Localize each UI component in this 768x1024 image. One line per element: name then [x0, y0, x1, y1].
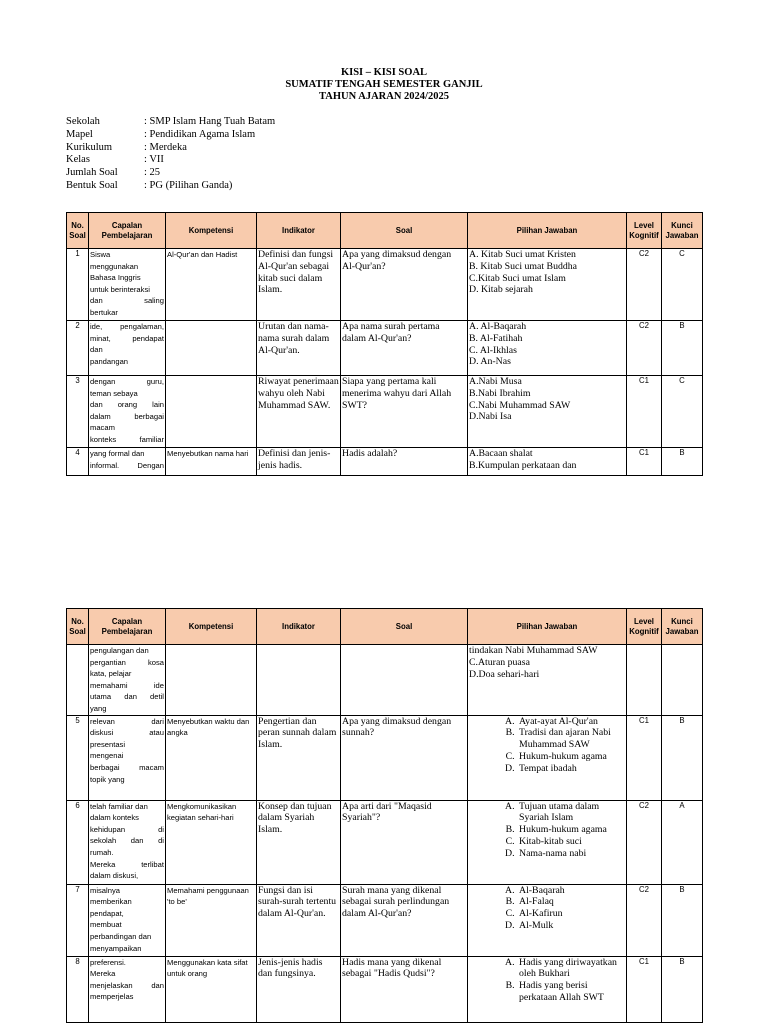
table-row: [67, 448, 703, 476]
soal-cell: Apa yang dimaksud dengan sunnah?: [341, 715, 468, 800]
col-capaian: Capalan Pembelajaran: [89, 213, 166, 249]
pilihan-cell: [468, 800, 627, 884]
table-row: [67, 321, 703, 376]
col-kunci-jawaban: Kunci Jawaban: [662, 609, 703, 645]
col-no-soal: No. Soal: [67, 213, 89, 249]
col-kompetensi: Kompetensi: [166, 213, 257, 249]
table-row: [67, 645, 703, 716]
capaian-cell: relevan dari diskusi atau presentasi mengenai berbagai macam topik yang: [89, 715, 166, 800]
pilihan-item: B. Tradisi dan ajaran Nabi Muhammad SAW: [517, 727, 625, 751]
indikator-cell: Fungsi dan isi surah-surah tertentu dalam Al-Qur'an.: [257, 884, 341, 956]
soal-cell: Hadis mana yang dikenal sebagai "Hadis Qudsi"?: [341, 956, 468, 1022]
capaian-cell: telah familiar dan dalam konteks kehidupan di sekolah dan di rumah. Mereka terlibat dalam diskusi,: [89, 800, 166, 884]
level-cell: C2: [627, 321, 662, 376]
level-cell: [627, 645, 662, 716]
meta-row-kurikulum: Kurikulum : Merdeka: [66, 141, 187, 153]
pilihan-item: B. Al-Falaq: [517, 896, 625, 908]
col-level-kognitif: Level Kognitif: [627, 609, 662, 645]
pilihan-list: [469, 957, 625, 1004]
indikator-cell: [257, 645, 341, 716]
pilihan-cell: A.Bacaan shalat B.Kumpulan perkataan dan: [468, 448, 627, 476]
title-line-3: TAHUN AJARAN 2024/2025: [319, 91, 449, 102]
pilihan-cell: A. Kitab Suci umat Kristen B. Kitab Suci umat Buddha C.Kitab Suci umat Islam D. Kitab sejarah: [468, 249, 627, 321]
col-level-kognitif: Level Kognitif: [627, 213, 662, 249]
kompetensi-cell: [166, 645, 257, 716]
soal-cell: Siapa yang pertama kali menerima wahyu dari Allah SWT?: [341, 376, 468, 448]
kunci-cell: [662, 645, 703, 716]
soal-cell: [341, 645, 468, 716]
meta-row-mapel: Mapel : Pendidikan Agama Islam: [66, 128, 256, 140]
kunci-cell: C: [662, 249, 703, 321]
pilihan-item: D. Nama-nama nabi: [517, 848, 625, 860]
pilihan-item: C. Hukum-hukum agama: [517, 751, 625, 763]
pilihan-cell: [468, 715, 627, 800]
pilihan-item: A. Hadis yang diriwayatkan oleh Bukhari: [517, 957, 625, 981]
row-number: 6: [67, 800, 89, 884]
kompetensi-cell: Mengkomunikasikan kegiatan sehari-hari: [166, 800, 257, 884]
indikator-cell: Urutan dan nama-nama surah dalam Al-Qur'an.: [257, 321, 341, 376]
indikator-cell: Pengertian dan peran sunnah dalam Islam.: [257, 715, 341, 800]
col-pilihan-jawaban: Pilihan Jawaban: [468, 213, 627, 249]
col-pilihan-jawaban: Pilihan Jawaban: [468, 609, 627, 645]
meta-row-jumlah-soal: Jumlah Soal : 25: [66, 167, 161, 179]
capaian-cell: ide, pengalaman, minat, pendapat dan pandangan: [89, 321, 166, 376]
pilihan-item: A. Tujuan utama dalam Syariah Islam: [517, 801, 625, 825]
capaian-cell: yang formal dan informal. Dengan: [89, 448, 166, 476]
pilihan-item: D. Tempat ibadah: [517, 763, 625, 775]
capaian-cell: pengulangan dan pergantian kosa kata, pelajar memahami ide utama dan detil yang: [89, 645, 166, 716]
capaian-cell: Siswa menggunakan Bahasa Inggris untuk berinteraksi dan saling bertukar: [89, 249, 166, 321]
pilihan-list: [469, 716, 625, 775]
kunci-cell: B: [662, 321, 703, 376]
soal-cell: Hadis adalah?: [341, 448, 468, 476]
col-kompetensi: Kompetensi: [166, 609, 257, 645]
table-row: [67, 249, 703, 321]
indikator-cell: Definisi dan jenis-jenis hadis.: [257, 448, 341, 476]
level-cell: C1: [627, 715, 662, 800]
row-number: 3: [67, 376, 89, 448]
table-row: [67, 956, 703, 1022]
col-kunci-jawaban: Kunci Jawaban: [662, 213, 703, 249]
capaian-cell: preferensi. Mereka menjelaskan dan memperjelas: [89, 956, 166, 1022]
level-cell: C1: [627, 448, 662, 476]
pilihan-cell: A. Al-Baqarah B. Al-Fatihah C. Al-Ikhlas D. An-Nas: [468, 321, 627, 376]
kompetensi-cell: Al-Qur'an dan Hadist: [166, 249, 257, 321]
row-number: 1: [67, 249, 89, 321]
table-header-row: [67, 609, 703, 645]
pilihan-cell: tindakan Nabi Muhammad SAW C.Aturan puasa D.Doa sehari-hari: [468, 645, 627, 716]
table-header-row: [67, 213, 703, 249]
kunci-cell: C: [662, 376, 703, 448]
kunci-cell: B: [662, 448, 703, 476]
kompetensi-cell: Menyebutkan nama hari: [166, 448, 257, 476]
title-line-1: KISI – KISI SOAL: [340, 67, 428, 78]
document-metadata: [66, 116, 275, 193]
indikator-cell: Konsep dan tujuan dalam Syariah Islam.: [257, 800, 341, 884]
level-cell: C2: [627, 800, 662, 884]
soal-cell: Surah mana yang dikenal sebagai surah perlindungan dalam Al-Qur'an?: [341, 884, 468, 956]
pilihan-item: B. Hukum-hukum agama: [517, 824, 625, 836]
pilihan-list: [469, 885, 625, 932]
indikator-cell: Riwayat penerimaan wahyu oleh Nabi Muhammad SAW.: [257, 376, 341, 448]
pilihan-item: C. Kitab-kitab suci: [517, 836, 625, 848]
col-indikator: Indikator: [257, 213, 341, 249]
level-cell: C1: [627, 956, 662, 1022]
row-number: 7: [67, 884, 89, 956]
kisi-table-2: [66, 608, 703, 1023]
indikator-cell: Definisi dan fungsi Al-Qur'an sebagai kitab suci dalam Islam.: [257, 249, 341, 321]
pilihan-item: A. Ayat-ayat Al-Qur'an: [517, 716, 625, 728]
soal-cell: Apa yang dimaksud dengan Al-Qur'an?: [341, 249, 468, 321]
col-capaian: Capalan Pembelajaran: [89, 609, 166, 645]
title-line-2: SUMATIF TENGAH SEMESTER GANJIL: [285, 79, 483, 90]
pilihan-cell: A.Nabi Musa B.Nabi Ibrahim C.Nabi Muhammad SAW D.Nabi Isa: [468, 376, 627, 448]
indikator-cell: Jenis-jenis hadis dan fungsinya.: [257, 956, 341, 1022]
level-cell: C2: [627, 884, 662, 956]
table-row: [67, 884, 703, 956]
kunci-cell: A: [662, 800, 703, 884]
col-no-soal: No. Soal: [67, 609, 89, 645]
kompetensi-cell: [166, 376, 257, 448]
kisi-table-1: [66, 212, 703, 476]
level-cell: C1: [627, 376, 662, 448]
pilihan-item: C. Al-Kafirun: [517, 908, 625, 920]
col-soal: Soal: [341, 609, 468, 645]
kompetensi-cell: Menyebutkan waktu dan angka: [166, 715, 257, 800]
level-cell: C2: [627, 249, 662, 321]
kunci-cell: B: [662, 715, 703, 800]
kunci-cell: B: [662, 956, 703, 1022]
pilihan-item: B. Hadis yang berisi perkataan Allah SWT: [517, 980, 625, 1004]
meta-row-sekolah: Sekolah : SMP Islam Hang Tuah Batam: [66, 116, 276, 127]
document-title: [0, 67, 768, 103]
table-row: [67, 800, 703, 884]
row-number: 4: [67, 448, 89, 476]
table-row: [67, 715, 703, 800]
pilihan-cell: [468, 956, 627, 1022]
col-indikator: Indikator: [257, 609, 341, 645]
soal-cell: Apa arti dari "Maqasid Syariah"?: [341, 800, 468, 884]
table-row: [67, 376, 703, 448]
row-number: 2: [67, 321, 89, 376]
pilihan-cell: [468, 884, 627, 956]
kompetensi-cell: Menggunakan kata sifat untuk orang: [166, 956, 257, 1022]
row-number: [67, 645, 89, 716]
kunci-cell: B: [662, 884, 703, 956]
meta-row-bentuk-soal: Bentuk Soal : PG (Pilihan Ganda): [66, 179, 233, 191]
kompetensi-cell: [166, 321, 257, 376]
capaian-cell: misalnya memberikan pendapat, membuat perbandingan dan menyampaikan: [89, 884, 166, 956]
row-number: 5: [67, 715, 89, 800]
pilihan-item: A. Al-Baqarah: [517, 885, 625, 897]
meta-row-kelas: Kelas : VII: [66, 154, 164, 166]
capaian-cell: dengan guru, teman sebaya dan orang lain dalam berbagai macam konteks familiar: [89, 376, 166, 448]
col-soal: Soal: [341, 213, 468, 249]
pilihan-item: D. Al-Mulk: [517, 920, 625, 932]
row-number: 8: [67, 956, 89, 1022]
kompetensi-cell: Memahami penggunaan 'to be': [166, 884, 257, 956]
pilihan-list: [469, 801, 625, 860]
soal-cell: Apa nama surah pertama dalam Al-Qur'an?: [341, 321, 468, 376]
